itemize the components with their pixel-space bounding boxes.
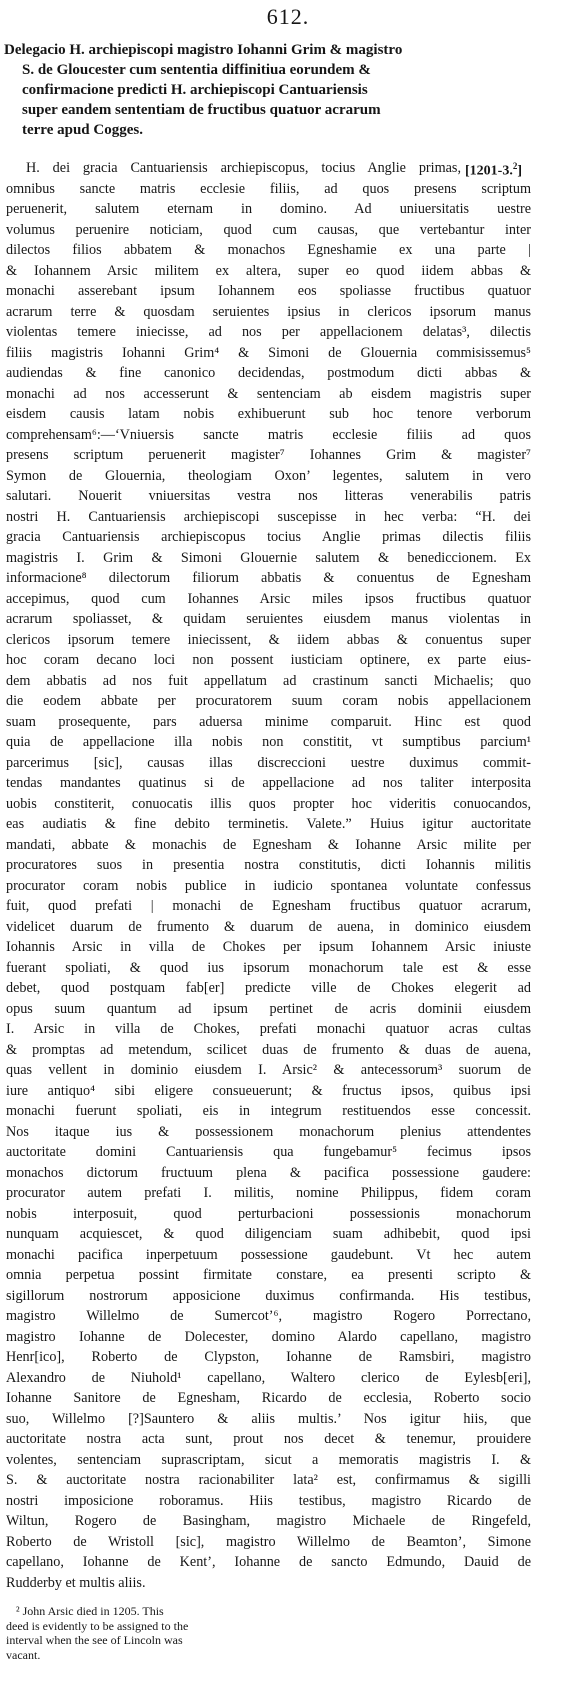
body-line: debet, quod postquam fab[er] predicte ville de Chokes elegerit ad — [6, 980, 531, 996]
body-line: salutari. Nouerit vniuersitas vestra nos litteras venerabilis patris — [6, 488, 531, 504]
body-line: sigillorum nostrorum apposicione duximus confirmanda. His testibus, — [6, 1287, 531, 1304]
body-line: Alexandro de Niuhold¹ capellano, Waltero clerico de Eylesb[eri], — [6, 1369, 531, 1386]
body-line: comprehensam⁶:—‘Vniuersis sancte matris ecclesie filiis ad quos — [6, 426, 531, 443]
body-line: H. dei gracia Cantuariensis archiepiscopus, tocius Anglie primas, — [26, 160, 461, 176]
date-note-bracket: ] — [517, 163, 522, 179]
body-line: acrarum terre & quosdam seruientes ipsius in clericos ipsorum manus — [6, 303, 531, 320]
footnote-line: interval when the see of Lincoln was — [6, 1633, 183, 1647]
body-line: Nos itaque ius & possessionem monachorum plenius attendentes — [6, 1123, 531, 1140]
body-line: procuratores suos in presentia nostra constitutis, dicti Iohannis militis — [6, 857, 531, 873]
body-line: auctoritate domini Cantuariensis qua fungebamur⁵ fecimus ipsos — [6, 1144, 531, 1160]
body-line: omnia perpetua possint firmitate constare, ea presenti scripto & — [6, 1267, 531, 1283]
body-line: Iohannis Arsic in villa de Chokes per ipsum Iohannem Arsic iniuste — [6, 939, 531, 955]
heading-line: Delegacio H. archiepiscopi magistro Iohanni Grim & magistro — [4, 42, 403, 58]
page-number: 612. — [266, 4, 310, 29]
heading-line: super eandem sententiam de fructibus quatuor acrarum — [22, 102, 381, 118]
heading-line: confirmacione predicti H. archiepiscopi Cantuariensis — [22, 82, 368, 98]
body-line: nobis interposuit, quod perturbacioni possessionis monachorum — [6, 1205, 531, 1222]
body-line: monachos dictorum fructuum plena & pacifica possessione gaudere: — [6, 1164, 531, 1181]
heading-line: terre apud Cogges. — [22, 122, 143, 138]
body-line: & promptas ad metendum, scilicet duas de frumento & duas de auena, — [6, 1041, 531, 1058]
body-line: videlicet duarum de frumento & duarum de auena, in dominico eiusdem — [6, 918, 531, 935]
body-line: magistris I. Grim & Simoni Glouernie salutem & benediccionem. Ex — [6, 549, 531, 566]
body-line: magistro Iohanne de Dolecester, domino Alardo capellano, magistro — [6, 1328, 531, 1345]
body-line: Iohanne Sanitore de Egnesham, Ricardo de ecclesia, Roberto socio — [6, 1390, 531, 1406]
body-line: clericos ipsorum temere iniecissent, & iidem abbas & conuentus super — [6, 631, 531, 648]
date-note-text: [1201-3. — [465, 163, 513, 179]
body-line: informacione⁸ dilectorum filiorum abbatis & conuentus de Egnesham — [6, 570, 531, 586]
body-line: acrarum spoliasset, & quidam seruientes eiusdem manus violentas in — [6, 611, 531, 627]
body-line: hoc coram decano loci non possent iusticiam optinere, ex parte eius- — [6, 652, 531, 668]
body-line: suo, Willelmo [?]Sauntero & aliis multis.’ Nos igitur hiis, que — [6, 1410, 531, 1427]
body-line: presens scriptum peruenerit magister⁷ Iohannes Grim & magister⁷ — [6, 447, 531, 463]
body-line: die eodem abbate per procuratorem suum coram nobis appellacionem — [6, 693, 531, 709]
body-line: monachi pacifica inperpetuum possessione gaudebunt. Vt hec autem — [6, 1246, 531, 1263]
document-heading — [4, 40, 529, 140]
body-line: Rudderby et multis aliis. — [6, 1574, 146, 1591]
body-line: I. Arsic in villa de Chokes, prefati monachi quatuor acras cultas — [6, 1021, 531, 1037]
body-line: magistro Willelmo de Sumercot’⁶, magistro Rogero Porrectano, — [6, 1308, 531, 1324]
date-note-footnote-mark: 2 — [512, 161, 518, 171]
body-line: monachi fuerunt spoliati, eis in integrum restituendos esse concessit. — [6, 1103, 531, 1119]
body-line: Roberto de Wristoll [sic], magistro Willelmo de Beamton’, Simone — [6, 1533, 531, 1550]
body-line: parcerimus [sic], causas illas discreccioni uestre duximus commit- — [6, 754, 531, 771]
body-line: volumus peruenire noticiam, quod cum causas, que vertebantur inter — [6, 221, 531, 238]
body-line: dem abbatis ad nos fuit appellatum ad crastinum sancti Michaelis; quo — [6, 672, 531, 689]
body-line: accepimus, quod cum Iohannes Arsic miles ipsos fructibus quatuor — [6, 590, 531, 607]
body-line: fuerant spoliati, & quod ius ipsorum monachorum tale est & esse — [6, 959, 531, 976]
body-line: iure antiquo⁴ sibi eligere consueuerunt; & fructus ipsos, quibus ipsi — [6, 1082, 531, 1099]
heading-line: S. de Gloucester cum sententia diffinitiua eorundem & — [22, 62, 371, 78]
body-line: procurator autem prefati I. militis, nomine Philippus, fidem coram — [6, 1185, 531, 1201]
body-line: uobis constiterit, conuocatis illis quos propter hoc videritis conuocandos, — [6, 795, 531, 812]
body-line: audiendas & fine canonico decidendas, postmodum dicti abbas & — [6, 365, 531, 381]
charter-body-text — [6, 158, 531, 1593]
body-line: opus suum quantum ad ipsum pertinet de acris dominii eiusdem — [6, 1000, 531, 1017]
body-line: filiis magistris Iohanni Grim⁴ & Simoni de Glouernia commisissemus⁵ — [6, 344, 531, 361]
body-line: auctoritate nostra acta sunt, prout nos decet & tenemur, prouidere — [6, 1431, 531, 1447]
body-line: Symon de Glouernia, theologiam Oxon’ legentes, salutem in vero — [6, 467, 531, 484]
body-line: & Iohannem Arsic militem ex altera, super eo quod iidem abbas & — [6, 262, 531, 279]
body-line: violentas temere iniecisse, ad nos per appellacionem delatas³, dilectis — [6, 324, 531, 340]
body-line: procurator coram nobis publice in iudicio spontanea voluntate confessus — [6, 877, 531, 894]
body-line: mandati, abbate & monachis de Egnesham & Iohanne Arsic milite per — [6, 836, 531, 853]
body-line: volentes, sentenciam suprascriptam, sicut a memoratis magistris I. & — [6, 1451, 531, 1468]
footnote-line: deed is evidently to be assigned to the — [6, 1618, 189, 1633]
body-line: eas audiatis & fine debito terminetis. Valete.” Huius igitur auctoritate — [6, 816, 531, 832]
body-line: S. & auctoritate nostra racionabiliter lata² est, confirmamus & sigilli — [6, 1472, 531, 1488]
body-line: monachi asserebant ipsum Iohannem eos spoliasse fructibus quatuor — [6, 283, 531, 299]
body-line: dilectos filios abbatem & monachos Egneshamie ex una parte | — [6, 242, 531, 258]
body-line: omnibus sancte matris ecclesie filiis, ad quos presens scriptum — [6, 180, 531, 197]
body-line: quas vellent in dominio eiusdem I. Arsic² & antecessorum³ suorum de — [6, 1062, 531, 1078]
body-line: suam prosequente, pars aduersa minime comparuit. Hinc est quod — [6, 713, 531, 730]
body-line: gracia Cantuariensis archiepiscopus tocius Anglie primas dilectis filiis — [6, 529, 531, 545]
body-line: capellano, Iohanne de Kent’, Iohanne de sancto Edmundo, Dauid de — [6, 1554, 531, 1570]
body-line: nostri imposicione roboramus. Hiis testibus, magistro Ricardo de — [6, 1492, 531, 1509]
body-line: eisdem causis latam nobis exhibuerunt sub hoc tenore verborum — [6, 406, 531, 422]
footnote-line: vacant. — [6, 1647, 41, 1662]
body-line: fuit, quod prefati | monachi de Egnesham fructibus quatuor acrarum, — [6, 898, 531, 914]
footnote — [6, 1604, 276, 1662]
body-line: tendas mandantes quatinus si de appellacione ad nos taliter interposita — [6, 775, 531, 791]
body-line: Henr[ico], Roberto de Clypston, Iohanne de Ramsbiri, magistro — [6, 1349, 531, 1365]
footnote-line: ² John Arsic died in 1205. This — [16, 1604, 164, 1618]
body-line: nostri H. Cantuariensis archiepiscopi suscepisse in hec verba: “H. dei — [6, 508, 531, 525]
body-line: peruenerit, salutem eternam in domino. Ad uniuersitatis uestre — [6, 201, 531, 217]
body-line: Wiltun, Rogero de Basingham, magistro Michaele de Ringefeld, — [6, 1513, 531, 1529]
body-line: quia de appellacione illa nobis non constitit, vt sumptibus parcium¹ — [6, 734, 531, 750]
body-line: nunquam acquiescet, & quod diligenciam suam adhibebit, quod ipsi — [6, 1226, 531, 1242]
body-line: monachi ad nos accesserunt & sentenciam ab eisdem magistris super — [6, 385, 531, 402]
